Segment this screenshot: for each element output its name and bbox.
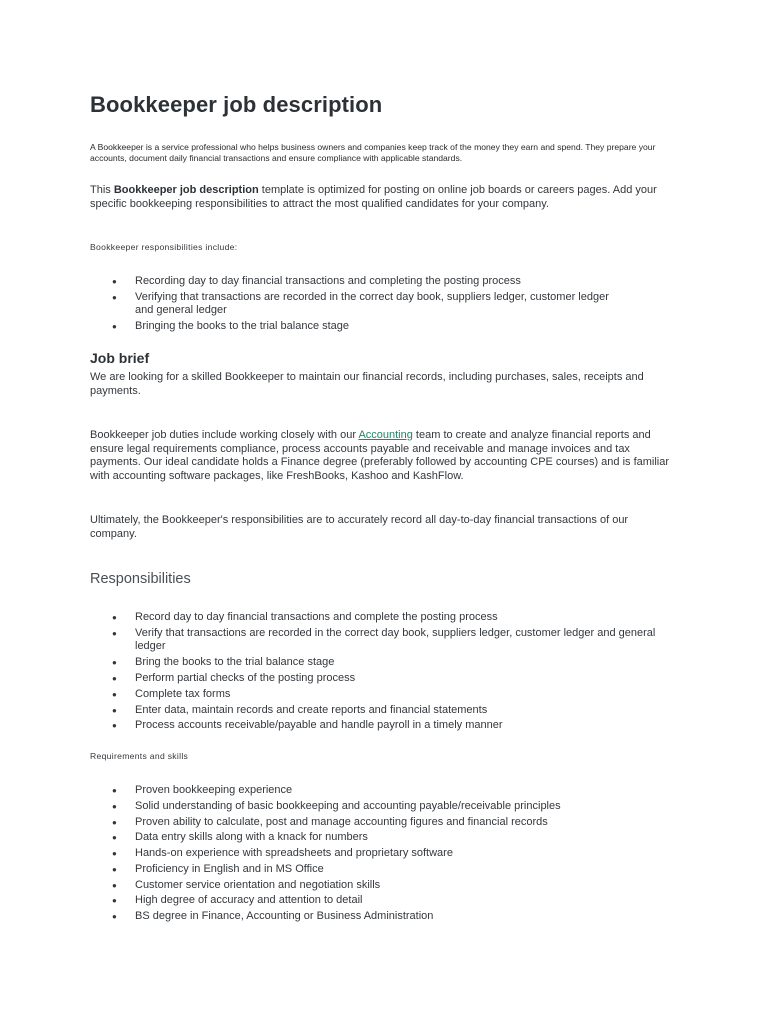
list-item: ● Perform partial checks of the posting process	[90, 672, 680, 686]
responsibilities-list	[90, 611, 680, 735]
requirements-heading: Requirements and skills	[90, 751, 189, 761]
job-brief-p2-prefix: Bookkeeper job duties include working closely with our	[90, 429, 359, 441]
list-item: ● Solid understanding of basic bookkeeping and accounting payable/receivable principles	[90, 800, 680, 814]
responsibilities-intro-heading: Bookkeeper responsibilities include:	[90, 242, 238, 252]
template-prefix: This	[90, 184, 114, 196]
list-item: ● Verifying that transactions are recorded in the correct day book, suppliers ledger, customer ledger and general ledger	[90, 291, 625, 318]
list-item: ● Bringing the books to the trial balance stage	[90, 320, 680, 334]
requirements-list	[90, 784, 680, 926]
accounting-link[interactable]: Accounting	[358, 429, 413, 441]
job-brief-heading: Job brief	[90, 350, 150, 366]
list-item: ● Data entry skills along with a knack for numbers	[90, 831, 680, 845]
page-title: Bookkeeper job description	[90, 92, 383, 117]
list-item: ● Proven bookkeeping experience	[90, 784, 680, 798]
list-item: ● Complete tax forms	[90, 688, 680, 702]
list-item: ● Process accounts receivable/payable and handle payroll in a timely manner	[90, 719, 680, 733]
job-brief-paragraph-1: We are looking for a skilled Bookkeeper to maintain our financial records, including purchases, sales, receipts and payments.	[90, 371, 644, 397]
list-item: ● Proficiency in English and in MS Office	[90, 863, 680, 877]
list-item: ● High degree of accuracy and attention to detail	[90, 894, 680, 908]
job-brief-paragraph-3: Ultimately, the Bookkeeper's responsibilities are to accurately record all day-to-day financial transactions of our company.	[90, 514, 629, 540]
list-item: ● Bring the books to the trial balance stage	[90, 656, 680, 670]
responsibilities-intro-list	[90, 275, 680, 336]
list-item: ● Recording day to day financial transactions and completing the posting process	[90, 275, 680, 289]
list-item: ● BS degree in Finance, Accounting or Business Administration	[90, 910, 680, 924]
list-item: ● Verify that transactions are recorded in the correct day book, suppliers ledger, customer ledger and general ledger	[90, 627, 680, 654]
template-paragraph	[90, 184, 660, 211]
list-item: ● Proven ability to calculate, post and manage accounting figures and financial records	[90, 816, 680, 830]
intro-paragraph: A Bookkeeper is a service professional who helps business owners and companies keep track of the money they earn and spend. They prepare your accounts, document daily financial transactions and ensure compliance with applicable standards.	[90, 142, 656, 163]
job-brief-p2-suffix: team to create and analyze financial reports and ensure legal requirements compliance, process accounts payable and receivable and manage invoices and tax payments. Our ideal candidate holds a Finance degree (preferably followed by accounting CPE courses) and is familiar with accounting software packages, like FreshBooks, Kashoo and KashFlow.	[90, 429, 670, 482]
list-item: ● Hands-on experience with spreadsheets and proprietary software	[90, 847, 680, 861]
responsibilities-heading: Responsibilities	[90, 571, 191, 587]
job-brief-paragraph-2	[90, 429, 670, 483]
template-bold-text: Bookkeeper job description	[113, 184, 259, 196]
list-item: ● Enter data, maintain records and create reports and financial statements	[90, 704, 680, 718]
template-suffix: template is optimized for posting on online job boards or careers pages. Add your specific bookkeeping responsibilities to attract the most qualified candidates for your company.	[90, 184, 657, 210]
list-item: ● Customer service orientation and negotiation skills	[90, 879, 680, 893]
list-item: ● Record day to day financial transactions and complete the posting process	[90, 611, 680, 625]
